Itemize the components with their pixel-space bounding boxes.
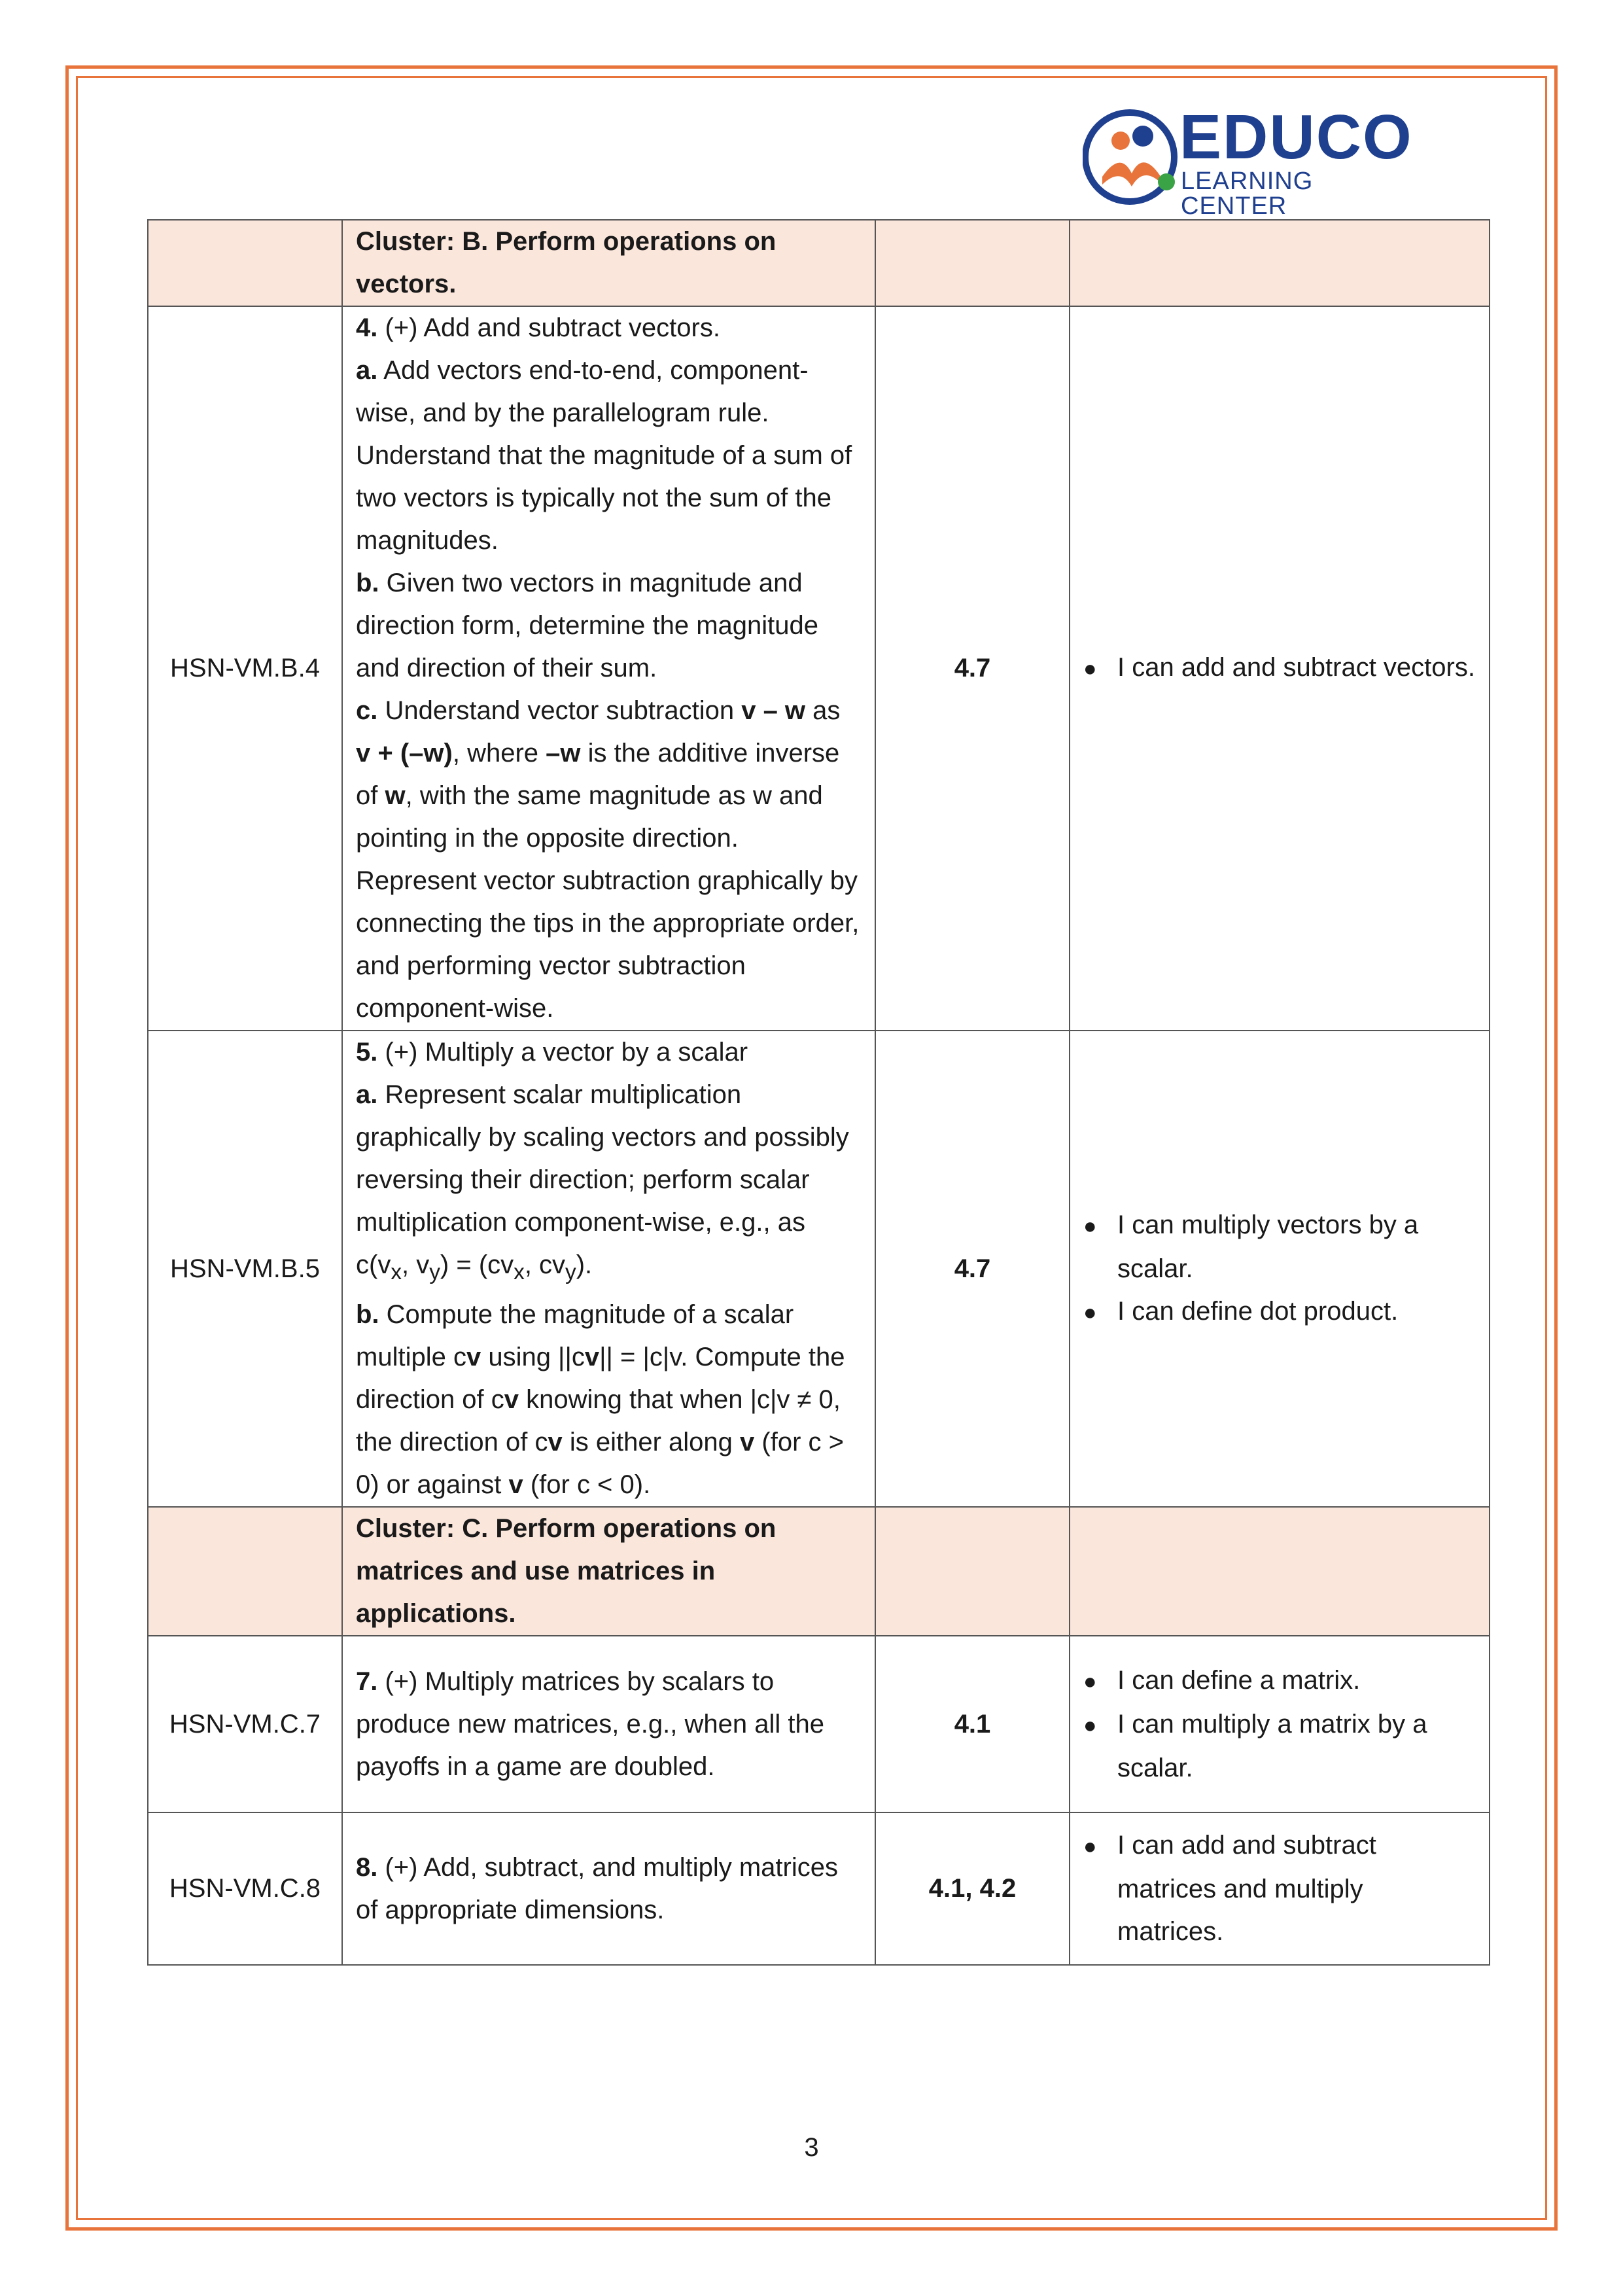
standard-text: (+) Add, subtract, and multiply matrices of appropriate dimensions. (356, 1852, 838, 1924)
table-row (148, 1636, 1490, 1812)
table-row (148, 1031, 1490, 1507)
standard-number: 8. (356, 1852, 378, 1882)
logo-wordmark: EDUCO (1179, 102, 1413, 172)
code-cell (148, 220, 342, 306)
dok-level: 4.7 (875, 1031, 1070, 1507)
i-can-statements (1070, 1636, 1490, 1812)
standard-text: (+) Multiply matrices by scalars to produce new matrices, e.g., when all the payoffs in a game are doubled. (356, 1667, 824, 1781)
can-cell (1070, 220, 1490, 306)
standard-number: 7. (356, 1667, 378, 1696)
code-cell (148, 1507, 342, 1636)
table-row (148, 1812, 1490, 1965)
cluster-heading: Cluster: B. Perform operations on vectors. (342, 220, 875, 306)
i-can-item: ● I can add and subtract vectors. (1083, 646, 1476, 690)
dok-level: 4.1, 4.2 (875, 1812, 1070, 1965)
standard-description (342, 1636, 875, 1812)
standard-code: HSN-VM.B.4 (148, 306, 342, 1031)
i-can-item: ● I can multiply a matrix by a scalar. (1083, 1703, 1476, 1790)
i-can-item: ● I can define a matrix. (1083, 1659, 1476, 1703)
dok-level: 4.7 (875, 306, 1070, 1031)
standard-description: 5. (+) Multiply a vector by a scalar a. Represent scalar multiplication graphically by scaling vectors and possibly reversing their direction; perform scalar multiplication component-wise, e.g., as $c(v_x$, $v_y) = (cv_x$, $cv_y$). b. Compute the magnitude of a scalar multiple cv using ||cv|| = |c|v. Compute the direction of cv knowing that when |c|v ≠ 0, the direction of cv is either along v (for c > 0) or against v (for c < 0). (342, 1031, 875, 1507)
standards-table (147, 219, 1490, 1966)
logo-emblem-icon (1083, 105, 1181, 209)
page-number: 3 (804, 2133, 819, 2162)
i-can-statements (1070, 1812, 1490, 1965)
dok-cell (875, 1507, 1070, 1636)
table-row (148, 1507, 1490, 1636)
i-can-statements (1070, 1031, 1490, 1507)
standard-description (342, 1812, 875, 1965)
standard-description: 4. (+) Add and subtract vectors. a. Add vectors end-to-end, component-wise, and by the parallelogram rule. Understand that the magnitude of a sum of two vectors is typically not the sum of the magnitudes. b. Given two vectors in magnitude and direction form, determine the magnitude and direction of their sum. c. Understand vector subtraction v – w as v + (–w), where –w is the additive inverse of w, with the same magnitude as w and pointing in the opposite direction. Represent vector subtraction graphically by connecting the tips in the appropriate order, and performing vector subtraction component-wise. (342, 306, 875, 1031)
dok-cell (875, 220, 1070, 306)
i-can-item: ● I can add and subtract matrices and multiply matrices. (1083, 1824, 1476, 1953)
i-can-statements (1070, 306, 1490, 1031)
cluster-heading: Cluster: C. Perform operations on matrices and use matrices in applications. (342, 1507, 875, 1636)
standard-code: HSN-VM.B.5 (148, 1031, 342, 1507)
table-row (148, 306, 1490, 1031)
standard-code: HSN-VM.C.7 (148, 1636, 342, 1812)
table-row (148, 220, 1490, 306)
standard-code: HSN-VM.C.8 (148, 1812, 342, 1965)
i-can-item: ● I can define dot product. (1083, 1290, 1476, 1334)
logo-subtitle: LEARNING CENTER (1181, 168, 1314, 220)
dok-level: 4.1 (875, 1636, 1070, 1812)
i-can-item: ● I can multiply vectors by a scalar. (1083, 1204, 1476, 1290)
can-cell (1070, 1507, 1490, 1636)
educo-logo (1083, 102, 1423, 220)
